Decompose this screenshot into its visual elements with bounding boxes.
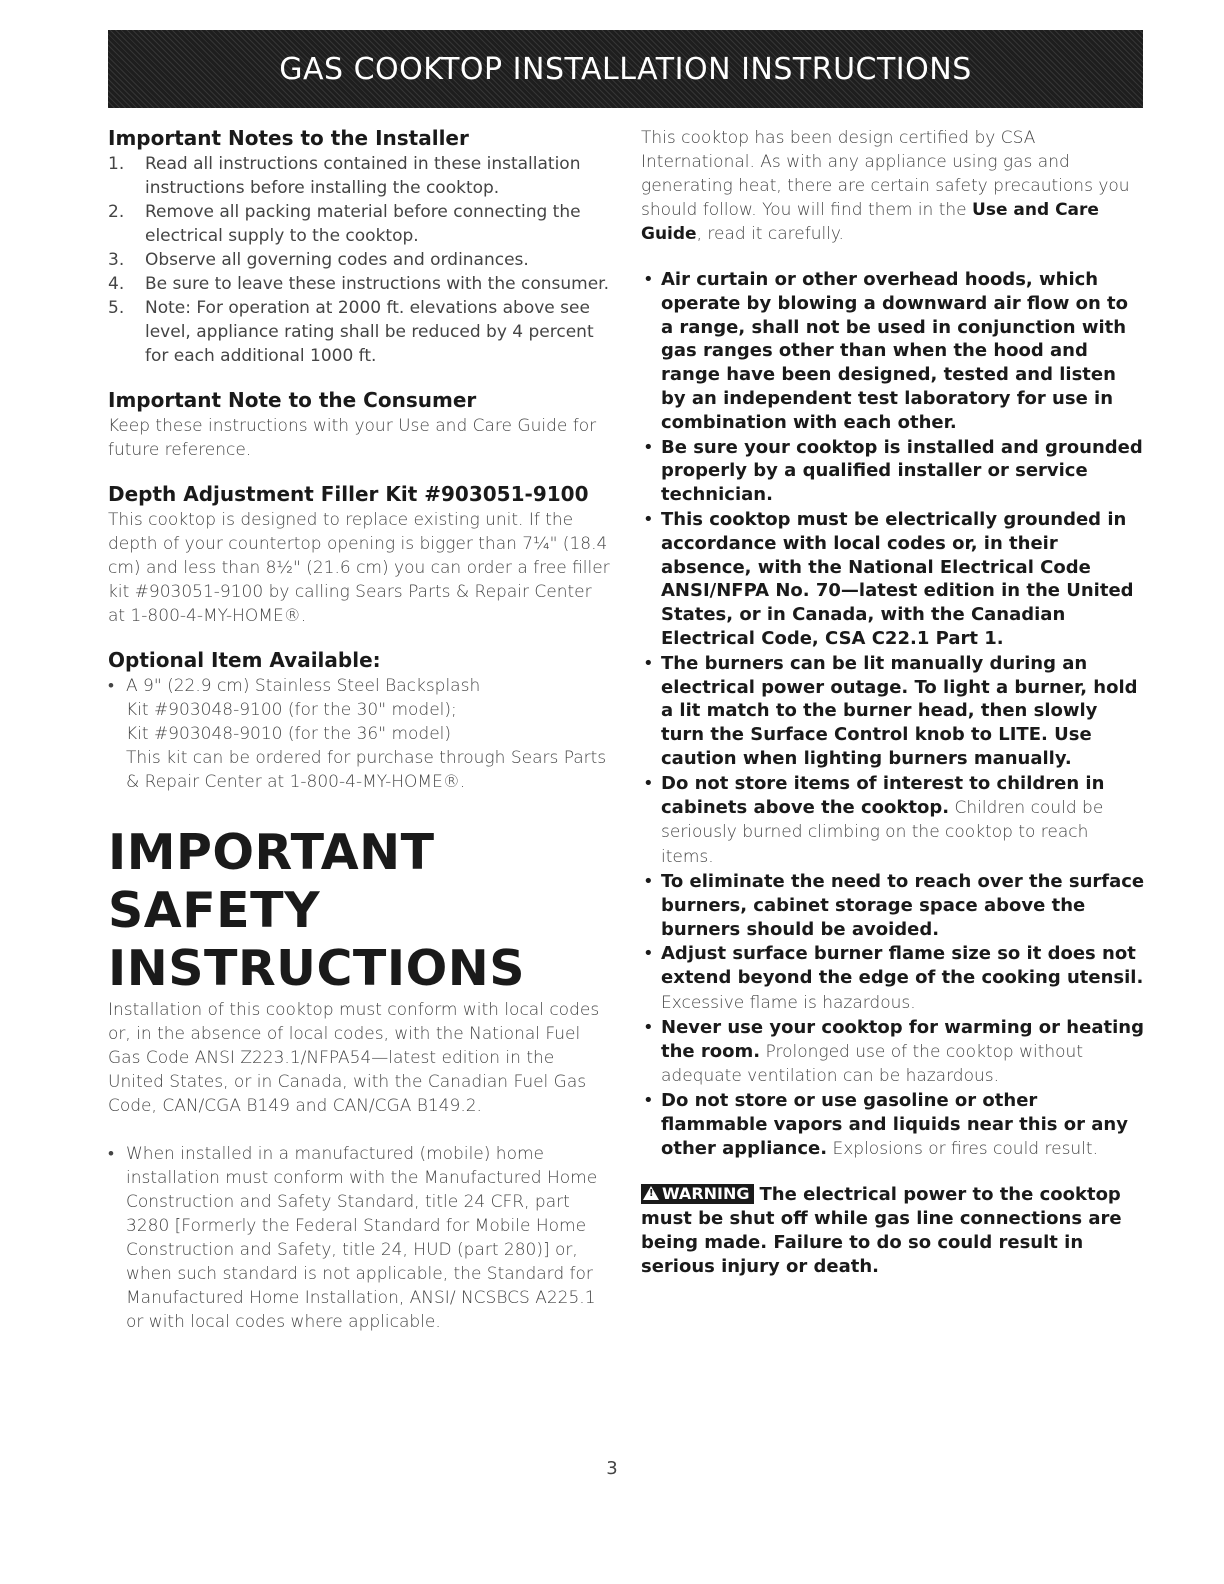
bullet-bold: This cooktop must be electrically grounded in accordance with local codes or, in their absence, with the National Electrical Code ANSI/NFPA No. 70—latest edition in the United States, or in Canada, with the Canadian Electrical Code, CSA C22.1 Part 1. (661, 508, 1134, 649)
safety-title-line2: INSTRUCTIONS (108, 940, 526, 997)
header-banner (108, 30, 1143, 108)
list-number: 2. (108, 202, 125, 222)
optional-item-line: • A 9" (22.9 cm) Stainless Steel Backsplash (126, 676, 481, 696)
bullet-bold: Be sure your cooktop is installed and grounded properly by a qualified installer or service technician. (661, 436, 1143, 506)
list-number: 1. (108, 154, 125, 174)
list-number: 5. (108, 298, 125, 318)
warning-text: The electrical power to the cooktop must be shut off while gas line connections are being made. Failure to do so could result in serious injury or death. (641, 1184, 1122, 1278)
bullet-bold: Do not store or use gasoline or other flammable vapors and liquids near this or any other appliance. (661, 1090, 1128, 1159)
filler-kit-section (108, 482, 613, 628)
bullet-bold: Never use your cooktop for warming or heating the room. (661, 1016, 1144, 1062)
csa-intro-end: , read it carefully. (696, 224, 844, 244)
installer-notes-section (108, 126, 613, 368)
mobile-home-note: • When installed in a manufactured (mobile) home installation must conform with the Manufactured Home Construction and Safety Standard, title 24 CFR, part 3280 [Formerly the Federal Standard for Mobile Home Construction and Safety, title 24, HUD (part 280)] or, when such standard is not applicable, the Standard for Manufactured Home Installation, ANSI/ NCSBCS A225.1 or with local codes where applicable. (108, 1142, 613, 1334)
list-text: Observe all governing codes and ordinances. (145, 250, 529, 270)
list-item (108, 272, 613, 296)
list-text: Read all instructions contained in these installation instructions before installing the cooktop. (145, 154, 581, 198)
bullet-normal: Excessive flame is hazardous. (661, 992, 916, 1013)
list-item (641, 1016, 1146, 1089)
bullet-bold: The burners can be lit manually during an electrical power outage. To light a burner, hold a lit match to the burner head, then slowly turn the Surface Control knob to LITE. Use caution when lighting burners manually. (661, 652, 1138, 769)
list-item (108, 200, 613, 248)
list-text: Remove all packing material before connecting the electrical supply to the cooktop. (145, 202, 581, 246)
warning-label: WARNING (662, 1184, 750, 1204)
csa-intro (641, 126, 1146, 246)
consumer-note-section (108, 388, 613, 462)
warning-badge (641, 1184, 754, 1204)
optional-item-line: Kit #903048-9100 (for the 30" model); (126, 700, 457, 720)
consumer-note-text: Keep these instructions with your Use and Care Guide for future reference. (108, 416, 597, 460)
list-number: 4. (108, 274, 125, 294)
left-column (108, 126, 613, 1334)
optional-item-body (108, 674, 613, 794)
page-title: GAS COOKTOP INSTALLATION INSTRUCTIONS (279, 51, 972, 87)
list-item (641, 268, 1146, 436)
list-item (641, 508, 1146, 652)
list-item (108, 152, 613, 200)
right-column (641, 126, 1146, 1279)
list-item (641, 942, 1146, 1015)
list-text: Note: For operation at 2000 ft. elevations above see level, appliance rating shall be reduced by 4 percent for each additional 1000 ft. (145, 298, 594, 366)
list-item (641, 772, 1146, 870)
use-care-guide-ref: Use and Care Guide (641, 200, 1099, 244)
safety-intro: Installation of this cooktop must conform with local codes or, in the absence of local codes, with the National Fuel Gas Code ANSI Z223.1/NFPA54—latest edition in the United States, or in Canada, with the Canadian Fuel Gas Code, CAN/CGA B149 and CAN/CGA B149.2. (108, 1000, 600, 1116)
list-item (641, 652, 1146, 772)
list-item (108, 296, 613, 368)
list-text: Be sure to leave these instructions with the consumer. (145, 274, 609, 294)
list-item (641, 870, 1146, 942)
list-number: 3. (108, 250, 125, 270)
consumer-note-heading: Important Note to the Consumer (108, 388, 477, 412)
bullet-bold: Do not store items of interest to children in cabinets above the cooktop. (661, 772, 1105, 818)
installer-notes-heading: Important Notes to the Installer (108, 126, 469, 150)
optional-item-line: Kit #903048-9010 (for the 36" model) (126, 724, 452, 744)
optional-item-heading: Optional Item Available: (108, 648, 381, 672)
safety-bullet-list (641, 268, 1146, 1161)
list-item (641, 1089, 1146, 1161)
bullet-normal: Children could be seriously burned climbing on the cooktop to reach items. (661, 797, 1104, 868)
bullet-normal: Prolonged use of the cooktop without adequate ventilation can be hazardous. (661, 1041, 1083, 1087)
warning-symbol: ! (649, 1188, 654, 1200)
bullet-bold: Adjust surface burner flame size so it does not extend beyond the edge of the cooking utensil. (661, 943, 1144, 989)
bullet-bold: To eliminate the need to reach over the surface burners, cabinet storage space above the burners should be avoided. (661, 870, 1145, 940)
optional-item-section (108, 648, 613, 794)
warning-triangle-icon (643, 1186, 659, 1200)
list-item (641, 436, 1146, 508)
list-item (108, 248, 613, 272)
filler-kit-text: This cooktop is designed to replace existing unit. If the depth of your countertop opening is bigger than 7¼" (18.4 cm) and less than 8½" (21.6 cm) you can order a free filler kit #903051-9100 by calling Sears Parts & Repair Center at 1-800-4-MY-HOME®. (108, 510, 610, 626)
warning-block (641, 1183, 1146, 1279)
safety-title (108, 824, 613, 998)
page-number: 3 (606, 1458, 618, 1479)
installer-notes-list (108, 152, 613, 368)
safety-title-line1: IMPORTANT SAFETY (108, 824, 435, 939)
bullet-normal: Explosions or fires could result. (827, 1138, 1098, 1159)
csa-intro-text: This cooktop has been design certified by CSA International. As with any appliance using gas and generating heat, there are certain safety precautions you should follow. You will find them in the (641, 128, 1130, 220)
filler-kit-heading: Depth Adjustment Filler Kit #903051-9100 (108, 482, 589, 506)
optional-item-line: This kit can be ordered for purchase through Sears Parts & Repair Center at 1-800-4-MY-HOME®. (126, 748, 607, 792)
bullet-bold: Air curtain or other overhead hoods, which operate by blowing a downward air flow on to a range, shall not be used in conjunction with gas ranges other than when the hood and range have been designed, tested and listen by an independent test laboratory for use in combination with each other. (661, 269, 1129, 433)
